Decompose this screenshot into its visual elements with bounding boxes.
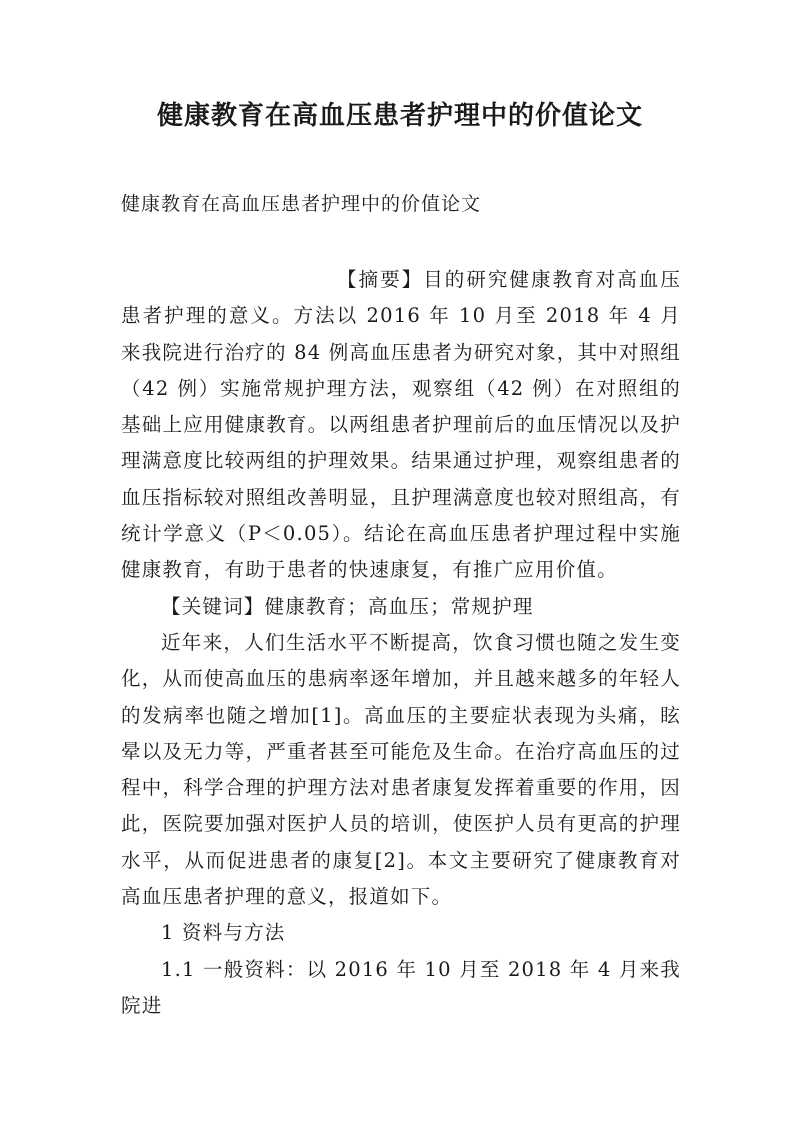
document-body [121,262,681,1024]
document-subtitle: 健康教育在高血压患者护理中的价值论文 [121,193,482,215]
section-heading-materials-methods: 1 资料与方法 [161,921,286,945]
subsection-general-data: 1.1 一般资料：以 2016 年 10 月至 2018 年 4 月来我院进 [121,957,681,1017]
keywords-paragraph: 【关键词】健康教育；高血压；常规护理 [161,594,534,618]
abstract-paragraph: 【摘要】目的研究健康教育对高血压患者护理的意义。方法以 2016 年 10 月至 2018 年 4 月来我院进行治疗的 84 例高血压患者为研究对象，其中对照组（42 例）实施常规护理方法，观察组（42 例）在对照组的基础上应用健康教育。以两组患者护理前后的血压情况以及护理满意度比较两组的护理效果。结果通过护理，观察组患者的血压指标较对照组改善明显，且护理满意度也较对照组高，有统计学意义（P＜0.05）。结论在高血压患者护理过程中实施健康教育，有助于患者的快速康复，有推广应用价值。 [121,268,681,582]
introduction-paragraph: 近年来，人们生活水平不断提高，饮食习惯也随之发生变化，从而使高血压的患病率逐年增加，并且越来越多的年轻人的发病率也随之增加[1]。高血压的主要症状表现为头痛，眩晕以及无力等，严重者甚至可能危及生命。在治疗高血压的过程中，科学合理的护理方法对患者康复发挥着重要的作用，因此，医院要加强对医护人员的培训，使医护人员有更高的护理水平，从而促进患者的康复[2]。本文主要研究了健康教育对高血压患者护理的意义，报道如下。 [121,630,681,909]
document-title: 健康教育在高血压患者护理中的价值论文 [156,101,643,131]
